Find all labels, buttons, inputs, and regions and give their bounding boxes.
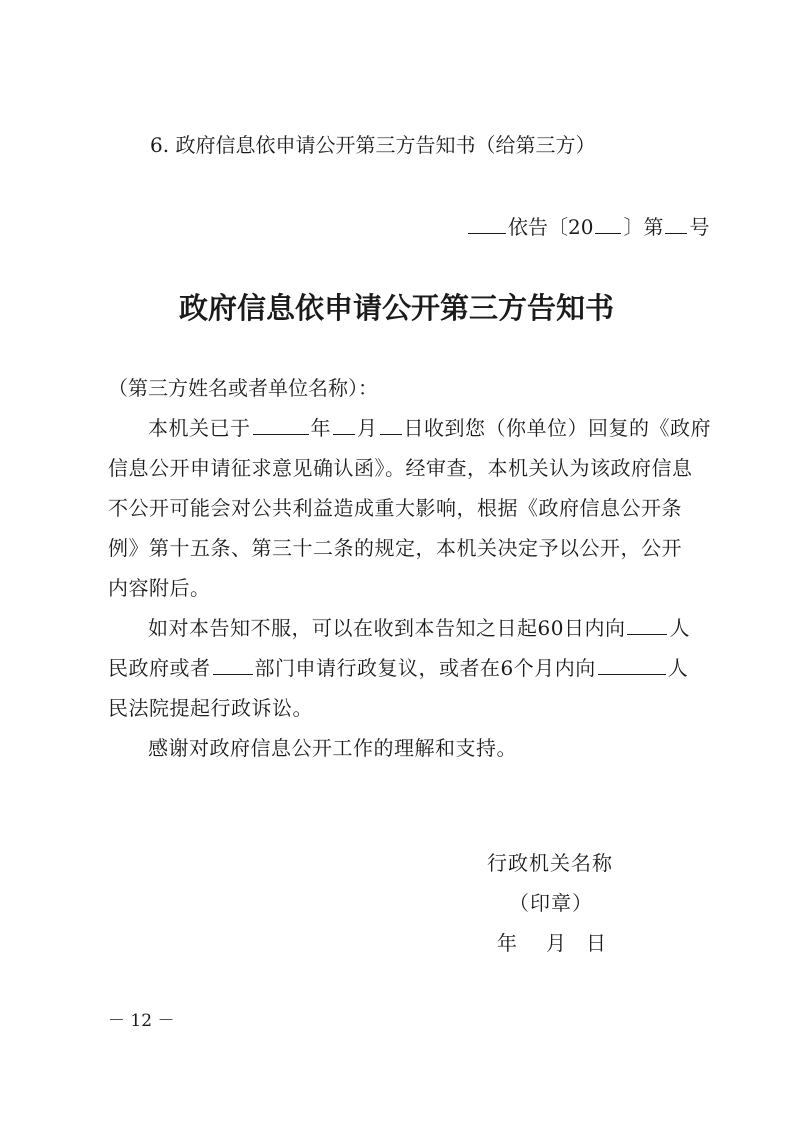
paragraph-2-text-a: 如对本告知不服，可以在收到本告知之日起60日内向 xyxy=(148,616,626,640)
page-number: － 12 － xyxy=(108,1011,175,1031)
paragraph-thanks xyxy=(108,728,694,768)
court-blank xyxy=(598,656,666,675)
paragraph-3-line-1: 感谢对政府信息公开工作的理解和支持。 xyxy=(148,736,517,760)
signature-date-year: 年 xyxy=(497,931,517,955)
paragraph-1-line-5: 内容附后。 xyxy=(108,576,211,600)
paragraph-2-text-b: 人 xyxy=(669,616,690,640)
paragraph-2-text-d: 部门申请行政复议，或者在6个月内向 xyxy=(254,656,596,680)
paragraph-1-text-d: 日收到您（你单位）回复的《政府 xyxy=(403,416,711,440)
item-heading-text: 6. 政府信息依申请公开第三方告知书（给第三方） xyxy=(150,133,596,157)
paragraph-2-text-c: 民政府或者 xyxy=(108,656,211,680)
paragraph-2-text-e: 人 xyxy=(667,656,689,680)
department-blank xyxy=(213,656,253,675)
paragraph-2-line-2 xyxy=(108,648,694,688)
paragraph-receipt-notice xyxy=(108,408,711,608)
document-number-text-3: 号 xyxy=(689,215,710,239)
document-title: 政府信息依申请公开第三方告知书 xyxy=(178,291,614,325)
paragraph-1-line-1 xyxy=(108,408,711,448)
addressee xyxy=(108,376,378,400)
paragraph-1-text-c: 月 xyxy=(357,416,378,440)
paragraph-appeal-rights xyxy=(108,608,694,728)
document-number xyxy=(466,215,709,239)
item-heading xyxy=(150,133,595,157)
addressee-text: （第三方姓名或者单位名称）： xyxy=(108,376,378,400)
signature-date-month: 月 xyxy=(546,931,566,955)
signature-seal: （印章） xyxy=(509,891,593,915)
document-number-serial-blank xyxy=(665,215,687,234)
signature-date xyxy=(497,931,606,955)
paragraph-2-line-3: 民法院提起行政诉讼。 xyxy=(108,696,313,720)
paragraph-1-line-4: 例》第十五条、第三十二条的规定，本机关决定予以公开，公开 xyxy=(108,536,682,560)
document-number-prefix-blank xyxy=(468,215,506,234)
day-blank xyxy=(380,416,402,435)
document-number-text-1: 依告〔20 xyxy=(508,215,594,239)
paragraph-1-line-3: 不公开可能会对公共利益造成重大影响，根据《政府信息公开条 xyxy=(108,496,682,520)
government-blank xyxy=(627,616,667,635)
paragraph-1-text-a: 本机关已于 xyxy=(148,416,251,440)
document-number-text-2: 〕第 xyxy=(623,215,664,239)
signature-agency-name: 行政机关名称 xyxy=(487,851,613,875)
year-blank xyxy=(253,416,309,435)
paragraph-2-line-1 xyxy=(108,608,694,648)
month-blank xyxy=(333,416,355,435)
paragraph-1-line-2: 信息公开申请征求意见确认函》。经审查，本机关认为该政府信息 xyxy=(108,456,693,480)
signature-date-day: 日 xyxy=(586,931,606,955)
document-number-year-blank xyxy=(595,215,621,234)
paragraph-1-text-b: 年 xyxy=(310,416,331,440)
